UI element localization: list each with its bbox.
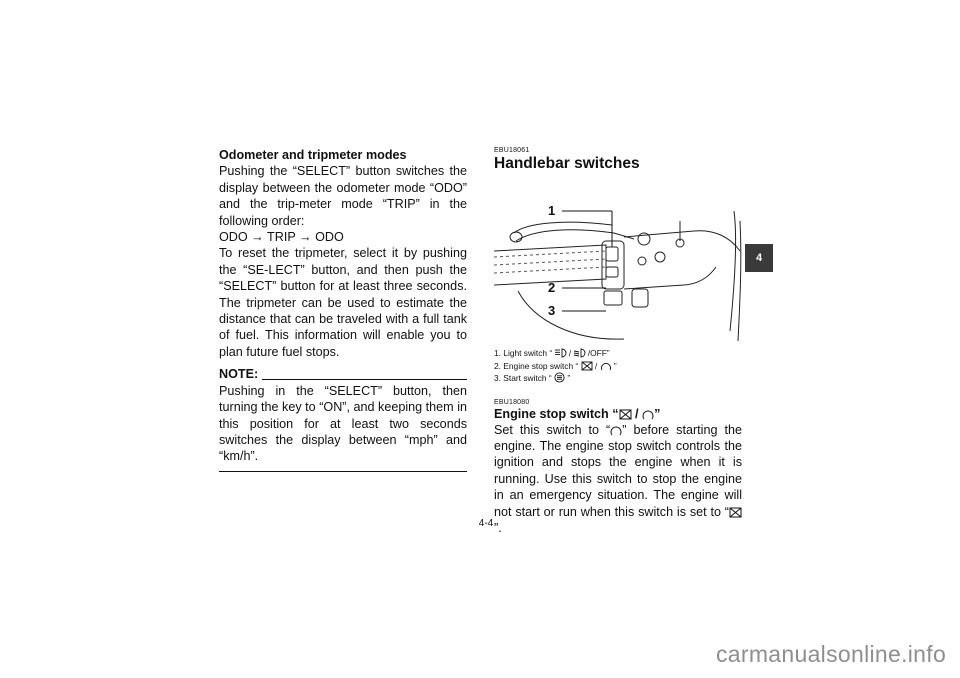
callout-3: 3 [548,303,556,318]
handlebar-drawing [494,181,742,341]
section-code-engine-stop: EBU18080 [494,398,530,406]
engine-stop-body: Set this switch to “ ” before starting the engine. The engine stop switch controls the ignition and stops the engine when it is running. Use this switch to stop the engine in an emergency situation. The engine will not start or run when this switch is set to “”. [494,422,742,535]
left-column [219,147,467,472]
engine-run-icon [642,409,654,420]
headlight-icon [574,348,586,358]
figure-captions [494,347,742,385]
page-number: 4-4 [478,518,494,529]
engine-stop-off-icon [619,409,632,420]
engine-stop-off-icon [729,507,742,518]
handlebar-heading: Handlebar switches [494,155,640,172]
chapter-tab: 4 [745,244,773,272]
odometer-heading: Odometer and tripmeter modes [219,148,407,162]
callout-2: 2 [548,280,556,295]
odometer-order-line: ODO → TRIP → ODO [219,230,344,245]
engine-run-icon [600,361,612,371]
engine-run-icon [610,425,622,436]
caption-start-switch: 3. Start switch “ ” [494,373,571,383]
caption-engine-stop-switch: 2. Engine stop switch “ / ” [494,360,617,371]
note-header [219,366,467,382]
watermark: carmanualsonline.info [716,641,947,667]
right-column [494,147,742,536]
callout-1: 1 [548,203,556,218]
caption-light-switch: 1. Light switch “ / /OFF” [494,348,610,358]
handlebar-illustration [494,181,742,341]
note-label: NOTE: [219,367,259,382]
headlight-icon [555,348,567,358]
odometer-paragraph-1: Pushing the “SELECT” button switches the display between the odometer mode “ODO” and the trip-meter mode “TRIP” in the following order: [219,164,467,228]
engine-stop-heading: Engine stop switch “ / ” [494,406,661,421]
note-text: Pushing in the “SELECT” button, then turning the key to “ON”, and keeping them in this position for at least two seconds switches the display between “mph” and “km/h”. [219,383,467,464]
engine-stop-off-icon [581,361,593,371]
note-box [219,366,467,471]
note-top-rule [262,379,467,380]
note-bottom-rule [219,471,467,472]
section-code-handlebar: EBU18061 [494,147,530,154]
odometer-paragraph-2: To reset the tripmeter, select it by pushing the “SE-LECT” button, and then push the “SELECT” button for at least three seconds. The tripmeter can be used to estimate the distance that can be traveled with a full tank of fuel. This information will enable you to plan future fuel stops. [219,246,467,359]
start-icon [554,372,565,383]
